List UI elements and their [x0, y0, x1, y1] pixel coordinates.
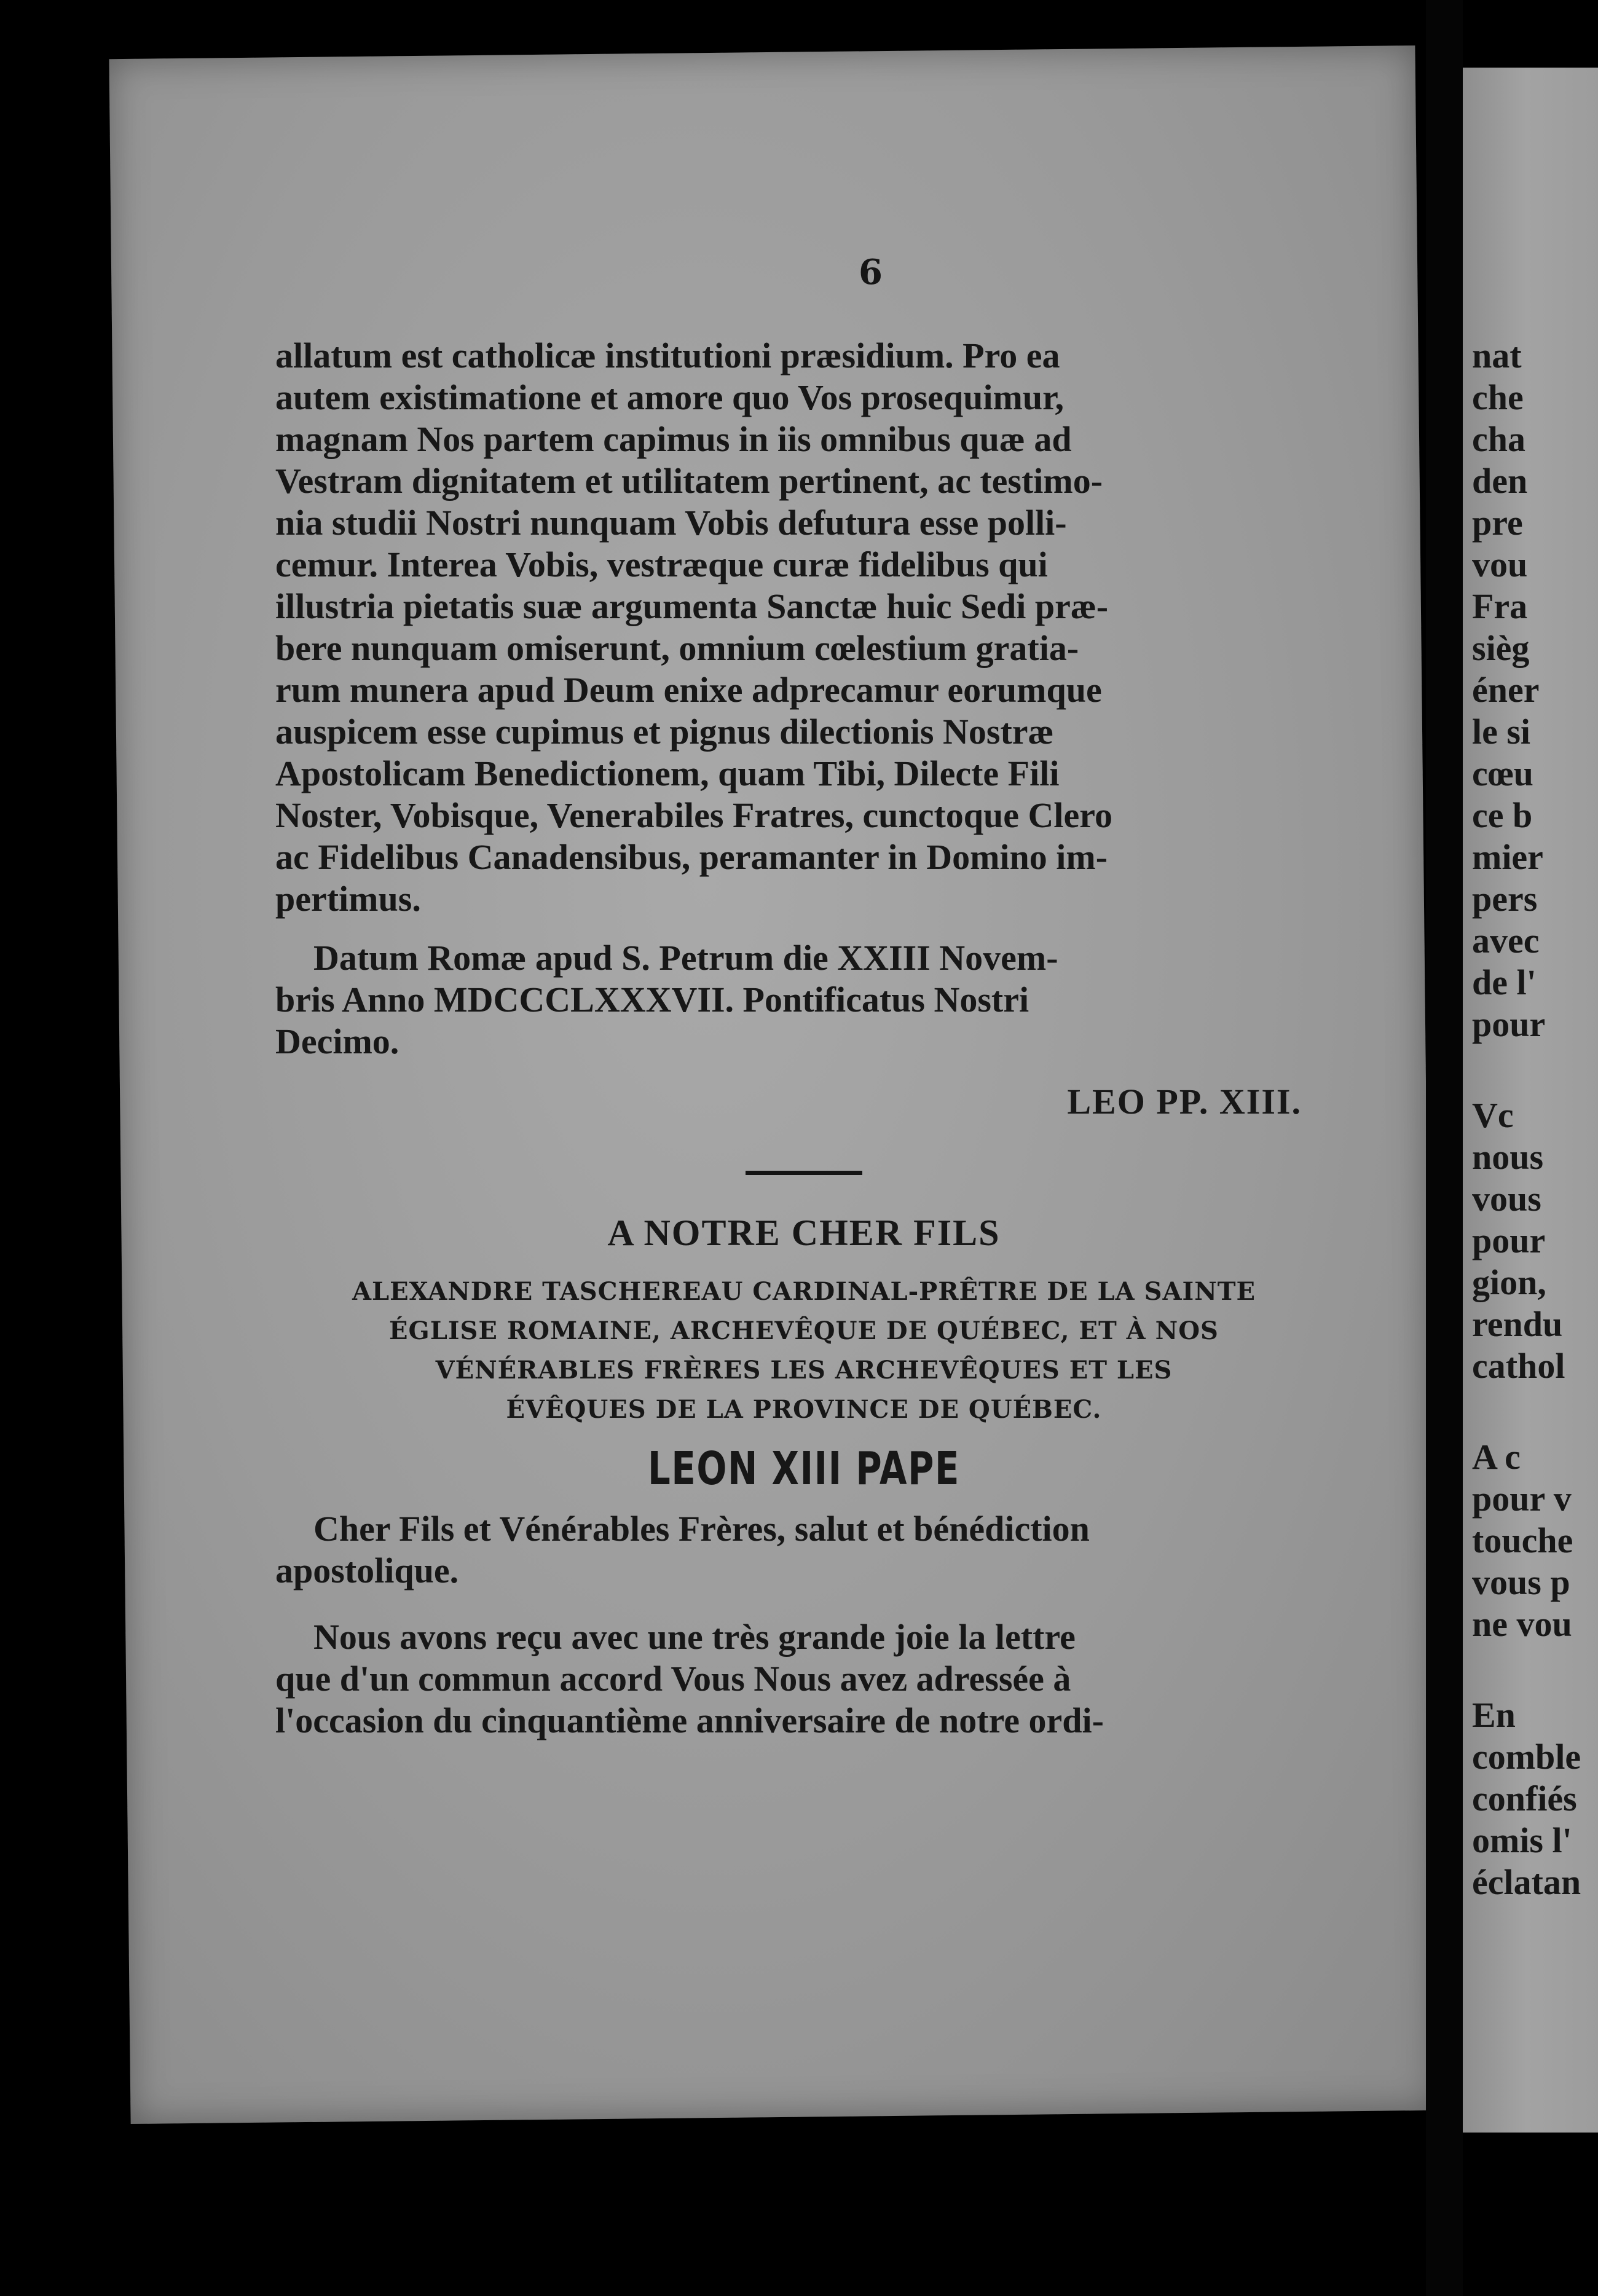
- signature: LEO PP. XIII.: [1067, 1082, 1302, 1122]
- fragment: éner: [1472, 670, 1540, 710]
- text-line: bere nunquam omiserunt, omnium cœlestium gratia-: [275, 628, 1079, 668]
- text-line: magnam Nos partem capimus in iis omnibus quæ ad: [275, 419, 1072, 459]
- fragment-gap: [1472, 1387, 1581, 1436]
- text-line: Cher Fils et Vénérables Frères, salut et bénédiction: [313, 1509, 1090, 1549]
- fragment: vous p: [1472, 1562, 1570, 1602]
- fragment: touche: [1472, 1520, 1573, 1560]
- fragment: éclatan: [1472, 1862, 1581, 1902]
- address-line: ALEXANDRE TASCHEREAU CARDINAL-PRÊTRE DE LA SAINTE: [352, 1277, 1256, 1306]
- main-text: [275, 335, 1332, 1742]
- fragment: avec: [1472, 921, 1540, 961]
- fragment: vous: [1472, 1179, 1541, 1219]
- fragment: mier: [1472, 837, 1543, 877]
- text-line: ac Fidelibus Canadensibus, peramanter in Domino im-: [275, 837, 1108, 877]
- fragment: rendu: [1472, 1304, 1563, 1344]
- fragment-gap: [1472, 1645, 1581, 1694]
- fragment: nous: [1472, 1137, 1544, 1177]
- right-page-text: [1472, 335, 1581, 1903]
- fragment: cathol: [1472, 1346, 1565, 1386]
- text-line: illustria pietatis suæ argumenta Sanctæ huic Sedi præ-: [275, 586, 1109, 626]
- fragment: gion,: [1472, 1262, 1546, 1302]
- text-line: Decimo.: [275, 1021, 399, 1061]
- text-line: Vestram dignitatem et utilitatem pertinent, ac testimo-: [275, 461, 1103, 501]
- fragment: Fra: [1472, 586, 1528, 626]
- text-line: allatum est catholicæ institutioni præsidium. Pro ea: [275, 336, 1060, 375]
- text-line: Noster, Vobisque, Venerabiles Fratres, cunctoque Clero: [275, 795, 1112, 835]
- address-line: ÉGLISE ROMAINE, ARCHEVÊQUE DE QUÉBEC, ET À NOS: [389, 1316, 1219, 1345]
- address-line: VÉNÉRABLES FRÈRES LES ARCHEVÊQUES ET LES: [435, 1356, 1173, 1385]
- fragment: nat: [1472, 336, 1522, 375]
- fragment: vou: [1472, 545, 1528, 584]
- separator-rule: [746, 1171, 862, 1175]
- fragment: ce b: [1472, 795, 1533, 835]
- fragment: pour: [1472, 1221, 1546, 1260]
- text-line: Apostolicam Benedictionem, quam Tibi, Dilecte Fili: [275, 753, 1060, 793]
- fragment: sièg: [1472, 628, 1530, 668]
- text-line: Nous avons reçu avec une très grande joie la lettre: [313, 1617, 1076, 1657]
- address-line: ÉVÊQUES DE LA PROVINCE DE QUÉBEC.: [506, 1395, 1102, 1424]
- fragment-gap: [1472, 1045, 1581, 1095]
- text-line: rum munera apud Deum enixe adprecamur eorumque: [275, 670, 1102, 710]
- page-number: 6: [859, 252, 883, 293]
- fragment: cœu: [1472, 753, 1533, 793]
- fragment: de l': [1472, 962, 1537, 1002]
- text-line: que d'un commun accord Vous Nous avez adressée à: [275, 1659, 1071, 1699]
- text-line: apostolique.: [275, 1551, 459, 1590]
- fragment: A c: [1472, 1437, 1521, 1477]
- fragment: comble: [1472, 1737, 1581, 1777]
- fragment: cha: [1472, 419, 1525, 459]
- fragment: che: [1472, 377, 1524, 417]
- text-line: l'occasion du cinquantième anniversaire de notre ordi-: [275, 1700, 1104, 1740]
- text-line: bris Anno MDCCCLXXXVII. Pontificatus Nostri: [275, 980, 1029, 1020]
- text-line: autem existimatione et amore quo Vos prosequimur,: [275, 377, 1065, 417]
- address-heading: A NOTRE CHER FILS: [607, 1213, 1001, 1253]
- fragment: ne vou: [1472, 1604, 1572, 1644]
- leon-heading: LEON XIII PAPE: [648, 1442, 960, 1495]
- fragment: den: [1472, 461, 1528, 501]
- latin-paragraph: [275, 335, 1332, 920]
- fragment: pre: [1472, 503, 1523, 543]
- fragment: omis l': [1472, 1820, 1572, 1860]
- salutation-paragraph: [275, 1508, 1332, 1592]
- text-line: cemur. Interea Vobis, vestræque curæ fidelibus qui: [275, 545, 1048, 584]
- text-line: nia studii Nostri nunquam Vobis defutura esse polli-: [275, 503, 1067, 543]
- text-line: Datum Romæ apud S. Petrum die XXIII Novem-: [313, 938, 1058, 978]
- page-gutter: [1426, 0, 1463, 2296]
- opening-paragraph: [275, 1616, 1332, 1742]
- datum-paragraph: [275, 937, 1332, 1063]
- fragment: Vc: [1472, 1095, 1514, 1135]
- fragment: En: [1472, 1695, 1516, 1735]
- text-line: auspicem esse cupimus et pignus dilectionis Nostræ: [275, 712, 1054, 752]
- fragment: pour v: [1472, 1479, 1572, 1519]
- fragment: pers: [1472, 879, 1538, 919]
- fragment: confiés: [1472, 1779, 1577, 1818]
- text-line: pertimus.: [275, 879, 421, 919]
- fragment: pour: [1472, 1004, 1546, 1044]
- address-block: [275, 1272, 1332, 1429]
- fragment: le si: [1472, 712, 1531, 752]
